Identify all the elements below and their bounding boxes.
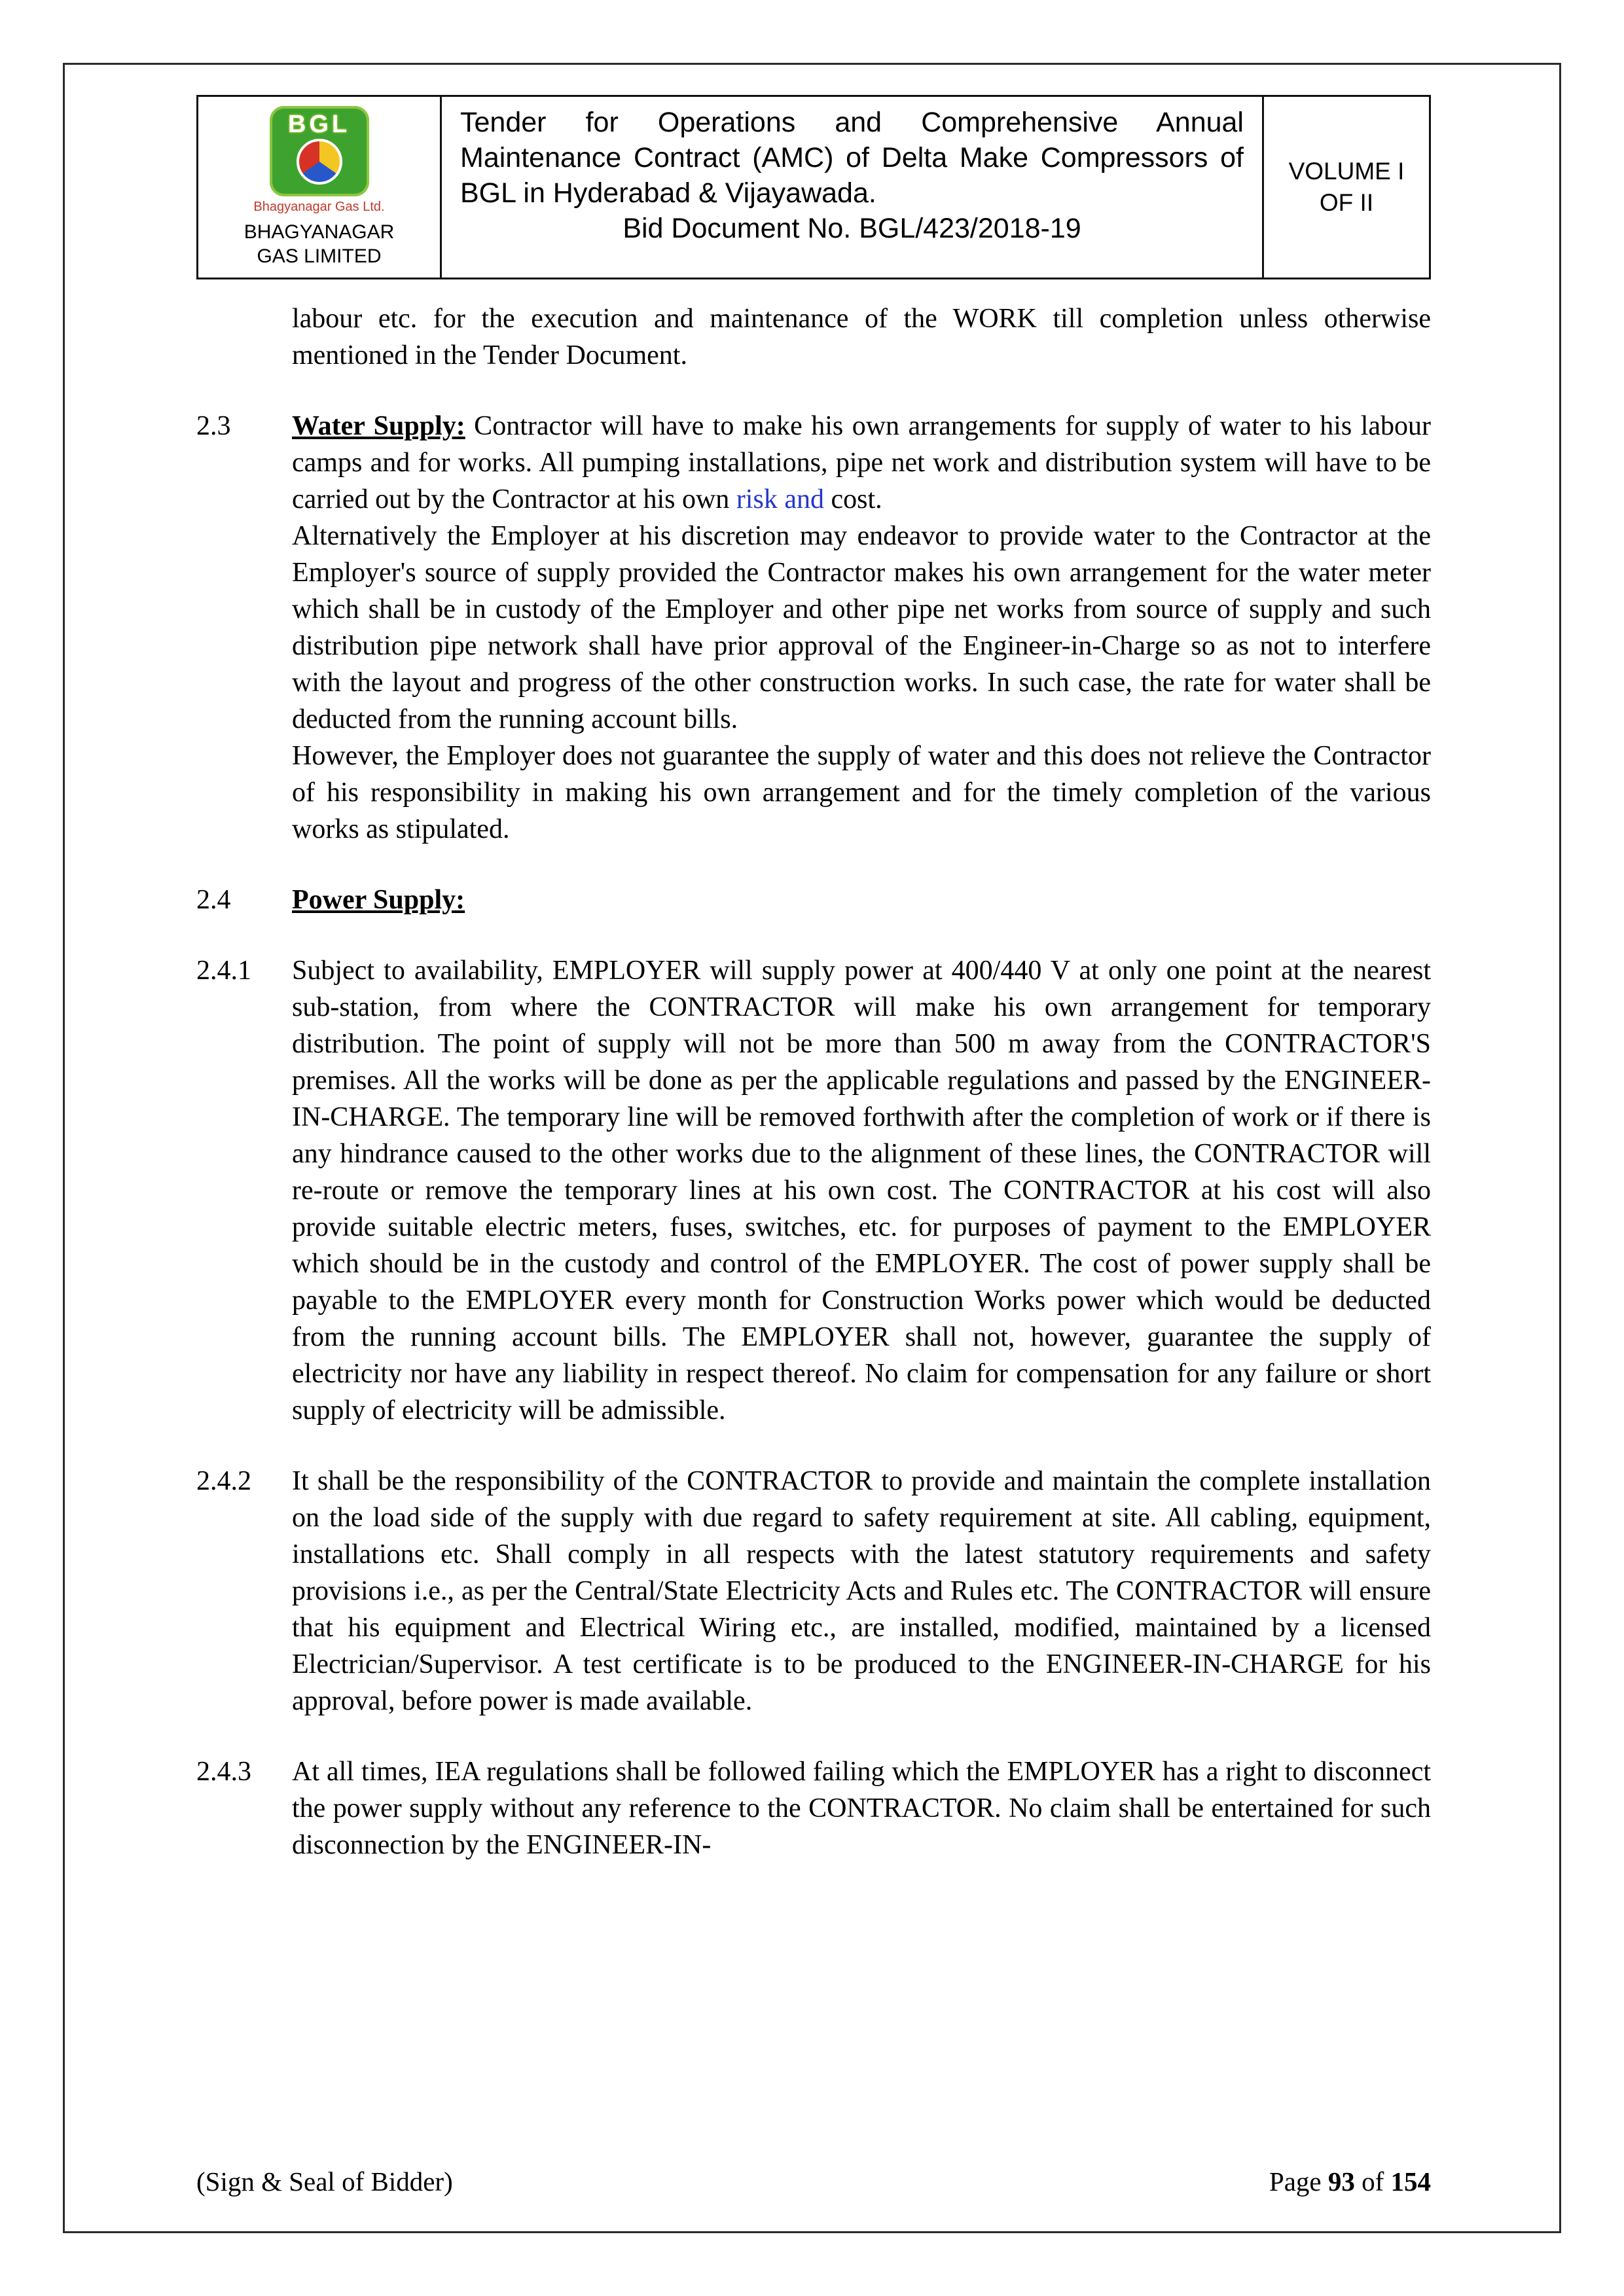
page-footer (196, 2165, 1431, 2198)
paragraph-text: It shall be the responsibility of the CONTRACTOR to provide and maintain the complete installation on the load side of the supply with due regard to safety requirement at site. All cabling, equipment, installations etc. Shall comply in all respects with the latest statutory requirements and safety provisions i.e., as per the Central/State Electricity Acts and Rules etc. The CONTRACTOR will ensure that his equipment and Electrical Wiring etc., are installed, modified, maintained by a licensed Electrician/Supervisor. A test certificate is to be produced to the ENGINEER-IN-CHARGE for his approval, before power is made available. (292, 1466, 1431, 1716)
section-2-4 (196, 882, 1431, 918)
section-2-4-2 (196, 1463, 1431, 1719)
intro-paragraph (196, 300, 1431, 374)
section-number: 2.4.1 (196, 956, 251, 986)
section-2-4-1 (196, 952, 1431, 1429)
section-number (196, 300, 292, 374)
paragraph-text: labour etc. for the execution and maintenance of the WORK till completion unless otherwise mentioned in the Tender Document. (292, 304, 1431, 370)
volume-line1: VOLUME I (1288, 158, 1405, 185)
section-heading: Water Supply: (292, 411, 465, 441)
document-body (196, 300, 1431, 1863)
section-number: 2.4.2 (196, 1466, 251, 1496)
paragraph-text: Subject to availability, EMPLOYER will supply power at 400/440 V at only one point at the nearest sub-station, from where the CONTRACTOR will make his own arrangement for temporary distribution. The point of supply will not be more than 500 m away from the CONTRACTOR'S premises. All the works will be done as per the applicable regulations and passed by the ENGINEER-IN-CHARGE. The temporary line will be removed forthwith after the completion of work or if there is any hindrance caused to the other works due to the alignment of these lines, the CONTRACTOR will re-route or remove the temporary lines at his own cost. The CONTRACTOR at his cost will also provide suitable electric meters, fuses, switches, etc. for purposes of payment to the EMPLOYER which should be in the custody and control of the EMPLOYER. The cost of power supply shall be payable to the EMPLOYER every month for Construction Works power which would be deducted from the running account bills. The EMPLOYER shall not, however, guarantee the supply of electricity nor have any liability in respect thereof. No claim for compensation for any failure or short supply of electricity will be admissible. (292, 956, 1431, 1426)
page-number (1269, 2165, 1431, 2198)
logo-monogram: BGL (287, 111, 351, 138)
header-table (196, 95, 1431, 279)
section-number (196, 518, 292, 738)
paragraph-text: However, the Employer does not guarantee the supply of water and this does not relieve the Contractor of his responsibility in making his own arrangement and for the timely completion of the various works as stipulated. (292, 741, 1431, 844)
section-heading: Power Supply: (292, 885, 465, 915)
paragraph-segment: cost. (823, 484, 882, 514)
page-content (196, 95, 1431, 1863)
page-total: 154 (1390, 2166, 1431, 2197)
paragraph-text: At all times, IEA regulations shall be followed failing which the EMPLOYER has a right to disconnect the power supply without any reference to the CONTRACTOR. No claim shall be entertained for such disconnection by the ENGINEER-IN- (292, 1757, 1431, 1860)
paragraph-text: Alternatively the Employer at his discretion may endeavor to provide water to the Contractor at the Employer's source of supply provided the Contractor makes his own arrangement for the water meter which shall be in custody of the Employer and other pipe net works from source of supply and such distribution pipe network shall have prior approval of the Engineer-in-Charge so as not to interfere with the layout and progress of the other construction works. In such case, the rate for water shall be deducted from the running account bills. (292, 521, 1431, 734)
section-number (196, 738, 292, 848)
bgl-logo-icon (270, 106, 369, 196)
page-current: 93 (1327, 2166, 1355, 2197)
section-2-3 (196, 408, 1431, 518)
logo-brand-line: Bhagyanagar Gas Ltd. (253, 200, 385, 214)
highlighted-text: risk and (736, 484, 824, 514)
section-2-3-paragraph-2 (196, 518, 1431, 738)
company-name: BHAGYANAGAR GAS LIMITED (244, 221, 395, 267)
bid-document-number: Bid Document No. BGL/423/2018-19 (623, 213, 1081, 244)
sign-seal-label: (Sign & Seal of Bidder) (196, 2166, 453, 2197)
section-2-4-3 (196, 1753, 1431, 1863)
section-number: 2.4 (196, 885, 231, 915)
volume-line2: OF II (1319, 189, 1374, 216)
tender-title-cell (442, 97, 1264, 278)
volume-cell (1264, 97, 1429, 278)
tender-title: Tender for Operations and Comprehensive Annual Maintenance Contract (AMC) of Delta Make Compressors of BGL in Hyderabad & Vijayawada. (460, 107, 1244, 209)
section-2-3-paragraph-3 (196, 738, 1431, 848)
page-separator: of (1354, 2166, 1391, 2197)
logo-globe-icon (297, 139, 342, 185)
section-number: 2.4.3 (196, 1757, 251, 1787)
page-label: Page (1269, 2166, 1328, 2197)
paragraph-text (292, 882, 1431, 918)
logo-cell (198, 97, 442, 278)
paragraph-segment: Contractor will have to make his own arrangements for supply of water to his labour camps and for works. All pumping installations, pipe net work and distribution system will have to be carried out by the Contractor at his own (292, 411, 1431, 514)
paragraph-text (292, 408, 1431, 518)
section-number: 2.3 (196, 411, 231, 441)
